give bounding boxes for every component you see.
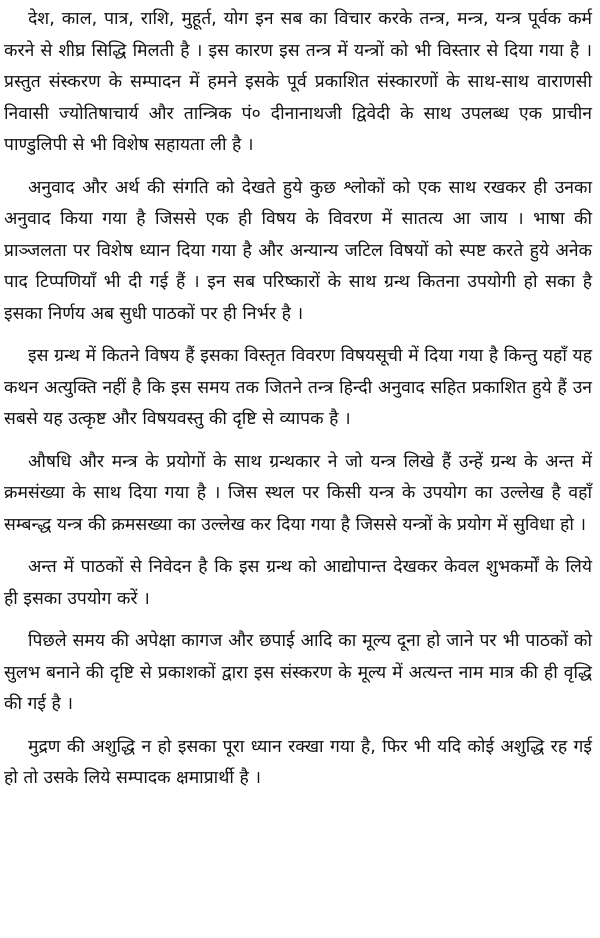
- paragraph-request: अन्त में पाठकों से निवेदन है कि इस ग्रन्थ को आद्योपान्त देखकर केवल शुभकर्मों के लिये ही इसका उपयोग करें ।: [4, 557, 592, 609]
- paragraph-subjects: इस ग्रन्थ में कितने विषय हैं इसका विस्तृत विवरण विषयसूची में दिया गया है किन्तु यहाँ यह कथन अत्युक्ति नहीं है कि इस समय तक जितने तन्त्र हिन्दी अनुवाद सहित प्रकाशित हुये हैं उन सबसे यह उत्कृष्ट और विषयवस्तु की दृष्टि से व्यापक है ।: [4, 346, 592, 429]
- paragraph-yantras: औषधि और मन्त्र के प्रयोगों के साथ ग्रन्थकार ने जो यन्त्र लिखे हैं उन्हें ग्रन्थ के अन्त में क्रमसंख्या के साथ दिया गया है । जिस स्थल पर किसी यन्त्र के उपयोग का उल्लेख है वहाँ सम्बन्द्ध यन्त्र की क्रमसख्या का उल्लेख कर दिया गया है जिससे यन्त्रों के प्रयोग में सुविधा हो ।: [4, 451, 592, 535]
- paragraph-errata: मुद्रण की अशुद्धि न हो इसका पूरा ध्यान रक्खा गया है, फिर भी यदि कोई अशुद्धि रह गई हो तो उसके लिये सम्पादक क्षमाप्रार्थी है ।: [4, 736, 592, 788]
- paragraph-translation: अनुवाद और अर्थ की संगति को देखते हुये कुछ श्लोकों को एक साथ रखकर ही उनका अनुवाद किया गया है जिससे एक ही विषय के विवरण में सातत्य आ जाय । भाषा की प्राञ्जलता पर विशेष ध्यान दिया गया है और अन्यान्य जटिल विषयों को स्पष्ट करते हुये अनेक पाद टिप्पणियाँ भी दी गई हैं । इन सब परिष्कारों के साथ ग्रन्थ कितना उपयोगी हो सका है इसका निर्णय अब सुधी पाठकों पर ही निर्भर है ।: [4, 177, 592, 324]
- paragraph-price: पिछले समय की अपेक्षा कागज और छपाई आदि का मूल्य दूना हो जाने पर भी पाठकों को सुलभ बनाने की दृष्टि से प्रकाशकों द्वारा इस संस्करण के मूल्य में अत्यन्त नाम मात्र की ही वृद्धि की गई है ।: [4, 631, 592, 714]
- paragraph-tantra-yantra: देश, काल, पात्र, राशि, मुहूर्त, योग इन सब का विचार करके तन्त्र, मन्त्र, यन्त्र पूर्वक कर्म करने से शीघ्र सिद्धि मिलती है । इस कारण इस तन्त्र में यन्त्रों को भी विस्तार से दिया गया है । प्रस्तुत संस्करण के सम्पादन में हमने इसके पूर्व प्रकाशित संस्कारणों के साथ-साथ वाराणसी निवासी ज्योतिषाचार्य और तान्त्रिक पं० दीनानाथजी द्विवेदी के साथ उपलब्ध एक प्राचीन पाण्डुलिपी से भी विशेष सहायता ली है ।: [4, 9, 592, 155]
